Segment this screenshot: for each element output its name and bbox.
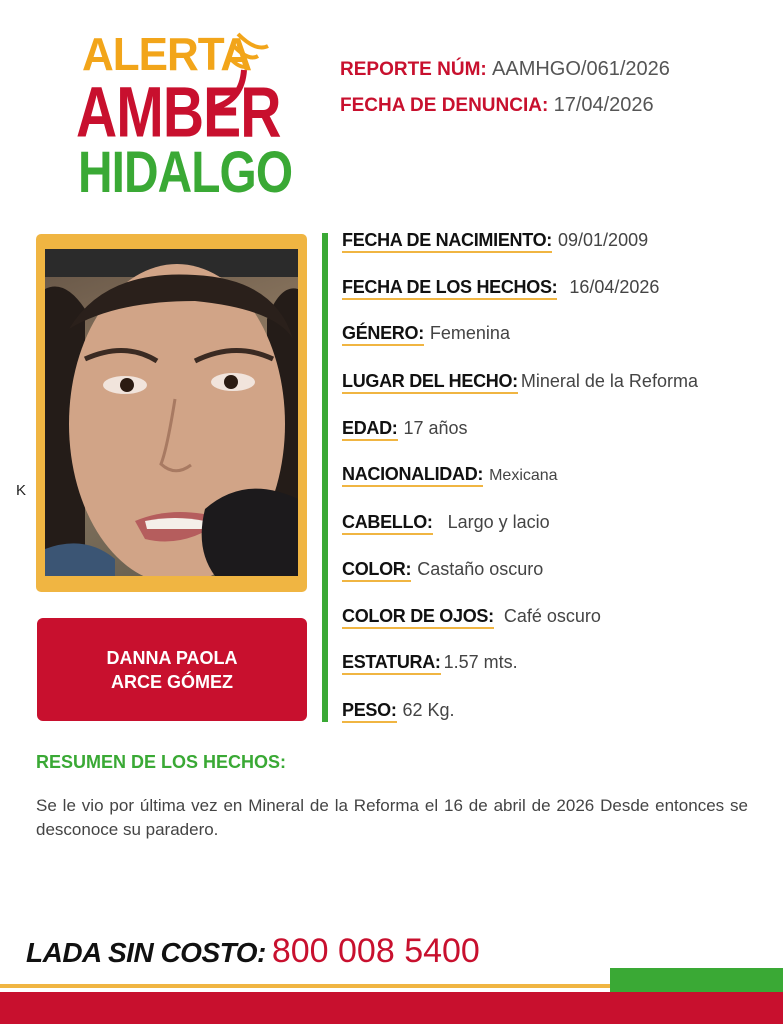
field-label: PESO: [342, 700, 397, 723]
field-hair [342, 512, 550, 533]
field-label: CABELLO: [342, 512, 433, 535]
field-label: LUGAR DEL HECHO: [342, 371, 518, 394]
field-label: EDAD: [342, 418, 398, 441]
footer-green-block [610, 968, 783, 992]
field-value: 1.57 mts. [443, 652, 518, 672]
side-mark: K [16, 482, 27, 499]
report-number [340, 58, 670, 81]
report-number-value: AAMHGO/061/2026 [492, 58, 670, 80]
field-hair-color [342, 559, 543, 580]
field-label: ESTATURA: [342, 652, 441, 675]
field-label: NACIONALIDAD: [342, 464, 483, 487]
field-value: 17 años [403, 418, 468, 438]
report-date-label: FECHA DE DENUNCIA: [340, 95, 549, 116]
alerta-amber-logo [72, 28, 293, 206]
field-birthdate [342, 230, 648, 251]
hotline-label: LADA SIN COSTO: [26, 937, 266, 968]
hotline-number[interactable]: 800 008 5400 [271, 932, 480, 970]
field-incident-date [342, 277, 659, 298]
logo-word-alerta: ALERTA [82, 28, 252, 81]
field-value: Mexicana [489, 467, 558, 484]
person-first-names: DANNA PAOLA [106, 647, 238, 668]
footer-red-bar [0, 992, 783, 1024]
field-value: 16/04/2026 [569, 277, 660, 297]
field-nationality [342, 464, 558, 485]
field-gender [342, 323, 510, 344]
report-date [340, 94, 654, 117]
field-label: GÉNERO: [342, 323, 424, 346]
photo-frame [36, 234, 307, 592]
field-label: FECHA DE NACIMIENTO: [342, 230, 552, 253]
person-last-names: ARCE GÓMEZ [110, 671, 233, 692]
summary-text: Se le vio por última vez en Mineral de la Reforma el 16 de abril de 2026 Desde entonces se desconoce su paradero. [36, 796, 748, 839]
field-value: Femenina [429, 323, 510, 343]
field-incident-place [342, 371, 698, 392]
field-value: Café oscuro [503, 606, 601, 626]
field-value: Mineral de la Reforma [520, 371, 698, 391]
hotline [26, 932, 480, 971]
field-label: COLOR DE OJOS: [342, 606, 494, 629]
field-age [342, 418, 468, 439]
field-weight [342, 700, 455, 721]
field-value: 09/01/2009 [558, 230, 649, 250]
alert-signal-icon [212, 30, 272, 110]
field-value: Largo y lacio [442, 512, 550, 532]
report-number-label: REPORTE NÚM: [340, 59, 487, 80]
logo-word-amber: AMBER [76, 73, 281, 153]
summary-title: RESUMEN DE LOS HECHOS: [36, 752, 287, 772]
field-height [342, 652, 518, 673]
field-value: 62 Kg. [402, 700, 455, 720]
logo-word-hidalgo: HIDALGO [78, 140, 293, 206]
person-name-box [37, 618, 307, 721]
field-label: COLOR: [342, 559, 411, 582]
field-value: Castaño oscuro [417, 559, 544, 579]
field-eye-color [342, 606, 601, 627]
missing-person-photo [45, 249, 298, 576]
footer-yellow-stripe [0, 984, 610, 988]
green-divider [322, 233, 328, 722]
field-label: FECHA DE LOS HECHOS: [342, 277, 557, 300]
report-date-value: 17/04/2026 [553, 94, 654, 116]
